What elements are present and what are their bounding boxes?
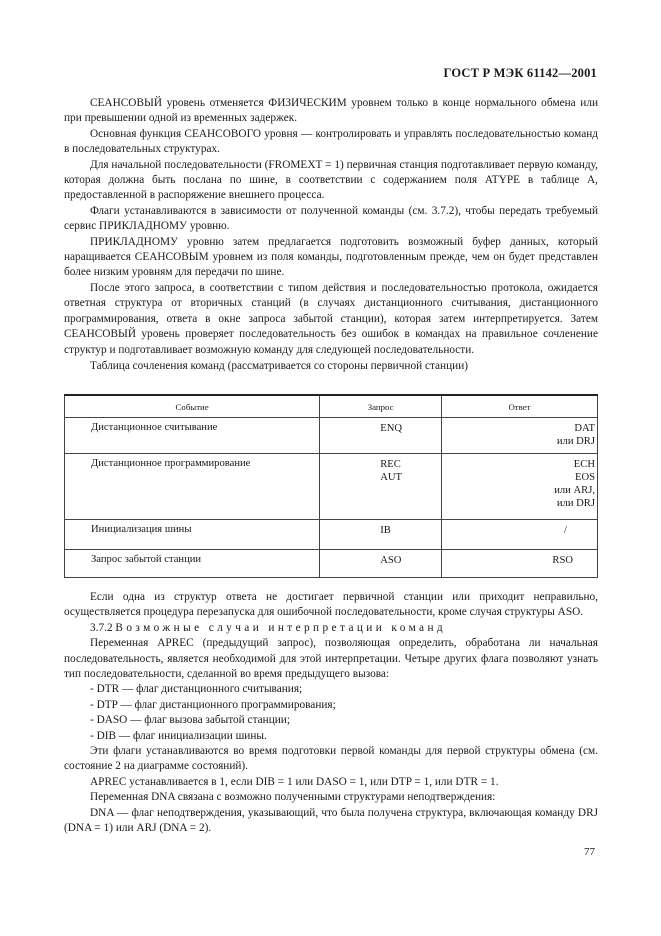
- list-item: - DASO — флаг вызова забытой станции;: [90, 714, 290, 727]
- header-response: Ответ: [441, 395, 597, 418]
- request-value: ENQ: [380, 423, 402, 434]
- request-value: IB: [380, 525, 391, 536]
- request-cell: [320, 418, 442, 454]
- paragraph: После этого запроса, в соответствии с типом действия и последовательностью протокола, ожидается ответная структура от вторичных станций (в случаях дистанционного считывания, дистанционного программирования, ответа в окне запроса забытой станции), которая затем интерпретируется. Затем СЕАНСОВЫЙ уровень проверяет последовательность без ошибок в командах на правильное сочленение структур и подготавливает возможную команду для следующей последовательности.: [64, 281, 598, 356]
- header-request: Запрос: [320, 395, 442, 418]
- table-row: [65, 520, 598, 550]
- document-header: ГОСТ Р МЭК 61142—2001: [443, 66, 597, 80]
- event-cell: Запрос забытой станции: [65, 550, 320, 578]
- paragraph: Переменная APREC (предыдущий запрос), позволяющая определить, обработана ли начальная последовательность, является необходимой для этой интерпретации. Четыре других флага позволяют узнать тип последовательности, сделанной во время предыдущего вызова:: [64, 637, 598, 681]
- response-cell: [441, 520, 597, 550]
- list-item: - DTP — флаг дистанционного программирования;: [90, 698, 336, 711]
- response-cell: [441, 454, 597, 520]
- response-value: или DRJ: [556, 498, 595, 509]
- table-row: [65, 550, 598, 578]
- request-cell: [320, 550, 442, 578]
- response-value: /: [564, 525, 567, 536]
- response-value: DAT: [574, 423, 595, 434]
- response-value: ECH: [573, 459, 595, 470]
- table-row: [65, 454, 598, 520]
- event-cell: Дистанционное считывание: [65, 418, 320, 454]
- section-number: 3.7.2: [90, 621, 113, 634]
- list-item: - DTR — флаг дистанционного считывания;: [90, 683, 303, 696]
- paragraph: Основная функция СЕАНСОВОГО уровня — контролировать и управлять последовательностью команд в последовательных структурах.: [64, 127, 598, 156]
- list-item: - DIB — флаг инициализации шины.: [90, 729, 267, 742]
- response-cell: [441, 418, 597, 454]
- event-cell: Инициализация шины: [65, 520, 320, 550]
- request-value: ASO: [380, 555, 402, 566]
- response-value: EOS: [574, 472, 595, 483]
- table-header-row: [65, 395, 598, 418]
- table-row: [65, 418, 598, 454]
- command-table: [64, 394, 598, 578]
- paragraph: Для начальной последовательности (FROMEXT = 1) первичная станция подготавливает первую команду, которая должна быть послана по шине, в соответствии с содержанием поля ATYPE в таблице А, предоставленной в распоряжение внешнего процесса.: [64, 158, 598, 202]
- request-value: AUT: [380, 472, 402, 483]
- paragraph: Эти флаги устанавливаются во время подготовки первой команды для первой структуры обмена (см. состояние 2 на диаграмме состояний).: [64, 745, 598, 773]
- body-text-top: [64, 96, 598, 374]
- body-text-bottom: [64, 590, 598, 837]
- response-cell: [441, 550, 597, 578]
- request-cell: [320, 520, 442, 550]
- header-event: Событие: [65, 395, 320, 418]
- response-value: RSO: [552, 555, 573, 566]
- section-title: Возможные случаи интерпретации команд: [115, 621, 447, 634]
- paragraph: ПРИКЛАДНОМУ уровню затем предлагается подготовить возможный буфер данных, который наращивается СЕАНСОВЫМ уровнем из поля команды, подготовленным прежде, чем он будет представлен более низким уровням для передачи по шине.: [64, 235, 598, 279]
- request-value: REC: [380, 459, 401, 470]
- paragraph: Флаги устанавливаются в зависимости от полученной команды (см. 3.7.2), чтобы передать требуемый сервис ПРИКЛАДНОМУ уровню.: [64, 204, 598, 233]
- paragraph: DNA — флаг неподтверждения, указывающий, что была получена структура, включающая команду DRJ (DNA = 1) или ARJ (DNA = 2).: [64, 806, 598, 835]
- paragraph: APREC устанавливается в 1, если DIB = 1 или DASO = 1, или DTP = 1, или DTR = 1.: [90, 775, 499, 788]
- paragraph: СЕАНСОВЫЙ уровень отменяется ФИЗИЧЕСКИМ уровнем только в конце нормального обмена или при превышении одной из временных задержек.: [64, 97, 598, 125]
- section-heading: [64, 621, 598, 636]
- page-number: 77: [584, 846, 595, 858]
- table-caption: Таблица сочленения команд (рассматривается со стороны первичной станции): [90, 359, 469, 372]
- response-value: или DRJ: [556, 436, 595, 447]
- request-cell: [320, 454, 442, 520]
- paragraph: Если одна из структур ответа не достигает первичной станции или приходит неправильно, осуществляется процедура перезапуска для ошибочной последовательности, кроме случая структуры ASO.: [64, 591, 598, 619]
- response-value: или ARJ,: [554, 485, 595, 496]
- event-cell: Дистанционное программирование: [65, 454, 320, 520]
- paragraph: Переменная DNA связана с возможно полученными структурами неподтверждения:: [90, 791, 496, 804]
